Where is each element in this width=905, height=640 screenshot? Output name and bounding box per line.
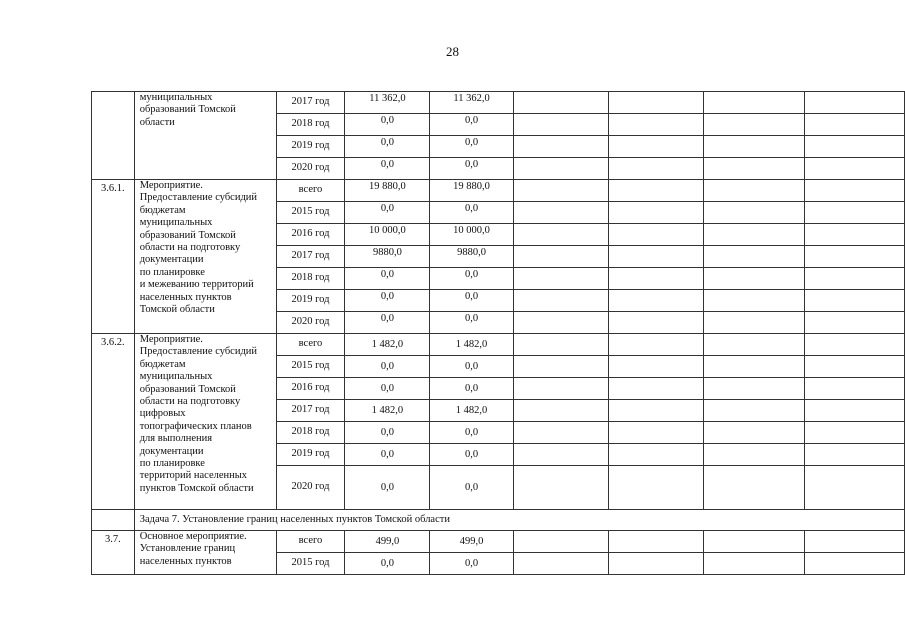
empty-cell bbox=[704, 400, 805, 422]
empty-cell bbox=[513, 356, 608, 378]
value-cell: 0,0 bbox=[345, 202, 430, 224]
value-cell: 0,0 bbox=[430, 444, 513, 466]
empty-cell bbox=[704, 224, 805, 246]
table-row bbox=[92, 334, 905, 356]
value-cell: 0,0 bbox=[345, 444, 430, 466]
value-cell: 0,0 bbox=[345, 356, 430, 378]
row-number: 3.7. bbox=[92, 531, 135, 575]
empty-cell bbox=[805, 531, 905, 553]
empty-cell bbox=[608, 531, 703, 553]
empty-cell bbox=[704, 422, 805, 444]
value-cell: 9880,0 bbox=[345, 246, 430, 268]
value-cell: 19 880,0 bbox=[345, 180, 430, 202]
empty-cell bbox=[513, 531, 608, 553]
empty-cell bbox=[513, 553, 608, 575]
period-cell: 2020 год bbox=[276, 312, 345, 334]
period-cell: 2015 год bbox=[276, 553, 345, 575]
empty-cell bbox=[608, 356, 703, 378]
empty-cell bbox=[513, 400, 608, 422]
empty-cell bbox=[704, 531, 805, 553]
value-cell: 1 482,0 bbox=[345, 334, 430, 356]
empty-cell bbox=[805, 553, 905, 575]
table-row bbox=[92, 180, 905, 202]
empty-cell bbox=[704, 466, 805, 510]
task-heading: Задача 7. Установление границ населенных пунктов Томской области bbox=[134, 510, 904, 531]
empty-cell bbox=[608, 422, 703, 444]
value-cell: 9880,0 bbox=[430, 246, 513, 268]
empty-cell bbox=[805, 312, 905, 334]
value-cell: 0,0 bbox=[345, 553, 430, 575]
empty-cell bbox=[513, 466, 608, 510]
empty-cell bbox=[513, 246, 608, 268]
empty-cell bbox=[513, 378, 608, 400]
empty-cell bbox=[513, 180, 608, 202]
empty-cell bbox=[608, 114, 703, 136]
value-cell: 11 362,0 bbox=[430, 92, 513, 114]
table-row bbox=[92, 531, 905, 553]
empty-cell bbox=[513, 158, 608, 180]
period-cell: 2018 год bbox=[276, 422, 345, 444]
value-cell: 0,0 bbox=[430, 136, 513, 158]
empty-cell bbox=[608, 444, 703, 466]
empty-cell bbox=[704, 356, 805, 378]
empty-cell bbox=[92, 510, 135, 531]
empty-cell bbox=[704, 180, 805, 202]
row-number: 3.6.1. bbox=[92, 180, 135, 334]
empty-cell bbox=[608, 268, 703, 290]
period-cell: 2016 год bbox=[276, 378, 345, 400]
empty-cell bbox=[704, 312, 805, 334]
empty-cell bbox=[805, 466, 905, 510]
period-cell: 2018 год bbox=[276, 268, 345, 290]
value-cell: 499,0 bbox=[345, 531, 430, 553]
row-description: Мероприятие. Предоставление субсидий бюджетам муниципальных образований Томской области на подготовку цифровых топографических планов для выполнения документации по планировке территорий населенных пунктов Томской области bbox=[134, 334, 276, 510]
empty-cell bbox=[608, 246, 703, 268]
empty-cell bbox=[704, 334, 805, 356]
value-cell: 1 482,0 bbox=[345, 400, 430, 422]
empty-cell bbox=[704, 378, 805, 400]
empty-cell bbox=[805, 268, 905, 290]
value-cell: 0,0 bbox=[430, 312, 513, 334]
value-cell: 0,0 bbox=[345, 136, 430, 158]
empty-cell bbox=[513, 92, 608, 114]
value-cell: 0,0 bbox=[430, 553, 513, 575]
empty-cell bbox=[704, 268, 805, 290]
empty-cell bbox=[805, 180, 905, 202]
period-cell: 2020 год bbox=[276, 158, 345, 180]
empty-cell bbox=[704, 202, 805, 224]
value-cell: 10 000,0 bbox=[345, 224, 430, 246]
empty-cell bbox=[805, 422, 905, 444]
empty-cell bbox=[513, 224, 608, 246]
period-cell: 2017 год bbox=[276, 246, 345, 268]
period-cell: 2016 год bbox=[276, 224, 345, 246]
row-number bbox=[92, 92, 135, 180]
empty-cell bbox=[608, 224, 703, 246]
value-cell: 1 482,0 bbox=[430, 400, 513, 422]
empty-cell bbox=[805, 202, 905, 224]
period-cell: всего bbox=[276, 531, 345, 553]
empty-cell bbox=[805, 444, 905, 466]
empty-cell bbox=[805, 334, 905, 356]
period-cell: 2019 год bbox=[276, 136, 345, 158]
empty-cell bbox=[805, 158, 905, 180]
empty-cell bbox=[805, 246, 905, 268]
empty-cell bbox=[704, 290, 805, 312]
empty-cell bbox=[608, 553, 703, 575]
empty-cell bbox=[513, 422, 608, 444]
period-cell: 2019 год bbox=[276, 444, 345, 466]
empty-cell bbox=[608, 136, 703, 158]
empty-cell bbox=[704, 114, 805, 136]
empty-cell bbox=[805, 356, 905, 378]
empty-cell bbox=[513, 444, 608, 466]
row-number: 3.6.2. bbox=[92, 334, 135, 510]
value-cell: 0,0 bbox=[430, 202, 513, 224]
row-description: Мероприятие. Предоставление субсидий бюджетам муниципальных образований Томской области на подготовку документации по планировке и межеванию территорий населенных пунктов Томской области bbox=[134, 180, 276, 334]
section-row bbox=[92, 510, 905, 531]
period-cell: 2018 год bbox=[276, 114, 345, 136]
empty-cell bbox=[608, 180, 703, 202]
value-cell: 0,0 bbox=[430, 378, 513, 400]
value-cell: 1 482,0 bbox=[430, 334, 513, 356]
value-cell: 0,0 bbox=[345, 466, 430, 510]
empty-cell bbox=[805, 224, 905, 246]
period-cell: всего bbox=[276, 334, 345, 356]
value-cell: 0,0 bbox=[430, 114, 513, 136]
row-description: Основное мероприятие. Установление границ населенных пунктов bbox=[134, 531, 276, 575]
empty-cell bbox=[805, 378, 905, 400]
value-cell: 0,0 bbox=[345, 312, 430, 334]
period-cell: всего bbox=[276, 180, 345, 202]
empty-cell bbox=[608, 202, 703, 224]
empty-cell bbox=[513, 312, 608, 334]
period-cell: 2020 год bbox=[276, 466, 345, 510]
empty-cell bbox=[513, 114, 608, 136]
empty-cell bbox=[513, 202, 608, 224]
page-number: 28 bbox=[446, 44, 459, 59]
value-cell: 0,0 bbox=[430, 268, 513, 290]
value-cell: 0,0 bbox=[430, 158, 513, 180]
period-cell: 2015 год bbox=[276, 356, 345, 378]
value-cell: 19 880,0 bbox=[430, 180, 513, 202]
empty-cell bbox=[805, 400, 905, 422]
empty-cell bbox=[704, 158, 805, 180]
value-cell: 0,0 bbox=[345, 114, 430, 136]
empty-cell bbox=[608, 290, 703, 312]
empty-cell bbox=[608, 158, 703, 180]
value-cell: 0,0 bbox=[345, 378, 430, 400]
table-row bbox=[92, 92, 905, 114]
empty-cell bbox=[704, 246, 805, 268]
value-cell: 11 362,0 bbox=[345, 92, 430, 114]
empty-cell bbox=[608, 312, 703, 334]
period-cell: 2017 год bbox=[276, 400, 345, 422]
empty-cell bbox=[513, 290, 608, 312]
empty-cell bbox=[704, 92, 805, 114]
empty-cell bbox=[513, 334, 608, 356]
empty-cell bbox=[805, 92, 905, 114]
empty-cell bbox=[805, 114, 905, 136]
empty-cell bbox=[513, 268, 608, 290]
empty-cell bbox=[513, 136, 608, 158]
value-cell: 0,0 bbox=[345, 290, 430, 312]
empty-cell bbox=[805, 290, 905, 312]
empty-cell bbox=[608, 334, 703, 356]
empty-cell bbox=[608, 378, 703, 400]
empty-cell bbox=[805, 136, 905, 158]
value-cell: 0,0 bbox=[430, 356, 513, 378]
value-cell: 0,0 bbox=[345, 268, 430, 290]
value-cell: 10 000,0 bbox=[430, 224, 513, 246]
budget-table bbox=[91, 91, 905, 575]
empty-cell bbox=[608, 400, 703, 422]
empty-cell bbox=[704, 553, 805, 575]
value-cell: 0,0 bbox=[430, 466, 513, 510]
period-cell: 2019 год bbox=[276, 290, 345, 312]
empty-cell bbox=[704, 444, 805, 466]
empty-cell bbox=[608, 466, 703, 510]
value-cell: 0,0 bbox=[430, 290, 513, 312]
value-cell: 0,0 bbox=[430, 422, 513, 444]
empty-cell bbox=[704, 136, 805, 158]
row-description: муниципальных образований Томской области bbox=[134, 92, 276, 180]
period-cell: 2017 год bbox=[276, 92, 345, 114]
value-cell: 0,0 bbox=[345, 422, 430, 444]
value-cell: 499,0 bbox=[430, 531, 513, 553]
period-cell: 2015 год bbox=[276, 202, 345, 224]
value-cell: 0,0 bbox=[345, 158, 430, 180]
empty-cell bbox=[608, 92, 703, 114]
